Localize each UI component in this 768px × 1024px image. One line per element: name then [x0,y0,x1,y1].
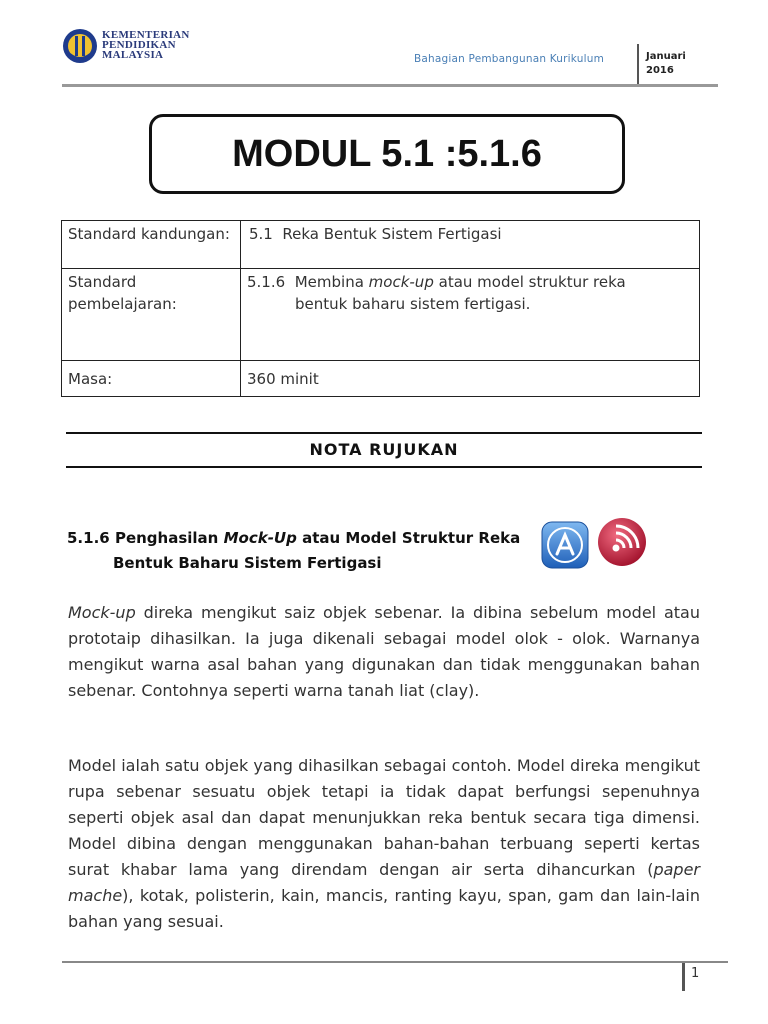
logo-line-2: PENDIDIKAN [102,39,176,51]
label-masa: Masa: [68,369,113,388]
paragraph-2-pre: Model ialah satu objek yang dihasilkan sebagai contoh. Model direka mengikut rupa sebenar sesuatu objek tetapi ia tidak dapat berfungsi sepenuhnya seperti objek asal dan dapat menunjukkan reka bentuk secara tiga dimensi. Model dibina dengan menggunakan bahan-bahan terbuang seperti kertas surat khabar lama yang direndam dengan air serta dihancurkan ( [68,756,700,879]
footer-rule [62,961,728,963]
paragraph-1-text: direka mengikut saiz objek sebenar. Ia dibina sebelum model atau prototaip dihasilkan. Ia juga dikenali sebagai model olok - olok. Warnanya mengikut warna asal bahan yang digunakan dan tidak menggunakan bahan sebenar. Contohnya seperti warna tanah liat (clay). [68,603,701,700]
section-pre: Penghasilan [114,529,219,547]
value-masa: 360 minit [247,369,319,388]
section-line-2: Bentuk Baharu Sistem Fertigasi [113,554,382,572]
section-num: 5.1.6 [67,529,110,547]
value-num: 5.1.6 [247,273,286,291]
header-date-month: Januari [646,51,686,62]
header-date [646,50,686,78]
table-value-cell [241,269,700,361]
paragraph-1-em: Mock-up [68,603,136,622]
wireless-signal-icon [596,516,648,568]
app-store-icon [540,520,590,570]
header-date-year: 2016 [646,65,674,76]
module-title-box [149,114,625,194]
header-department: Bahagian Pembangunan Kurikulum [414,53,605,65]
table-row [62,221,700,269]
nota-rule-bottom [66,466,702,468]
ministry-logo [62,28,202,68]
value-post: atau model struktur reka [438,273,626,291]
paragraph-2-post: ), kotak, polisterin, kain, mancis, ranting kayu, span, gam dan lain-lain bahan yang sesuai. [68,886,700,931]
table-value-cell [241,361,700,397]
table-row [62,361,700,397]
ministry-emblem-icon [62,28,98,64]
table-label-cell [62,221,241,269]
header-rule [62,84,718,87]
value-text: Reka Bentuk Sistem Fertigasi [282,225,502,243]
table-value-cell [241,221,700,269]
logo-line-1: KEMENTERIAN [102,29,190,41]
table-row [62,269,700,361]
table-label-cell [62,361,241,397]
header-divider [637,44,639,84]
logo-line-3: MALAYSIA [102,49,164,61]
value-em: mock-up [368,273,434,291]
paragraph-2-em: paper mache [68,860,700,905]
nota-rule-top [66,432,702,434]
nota-rujukan-title: NOTA RUJUKAN [309,440,459,459]
page-number: 1 [691,966,700,981]
section-heading [67,526,537,576]
value-num: 5.1 [249,225,273,243]
logo-text [102,30,190,60]
standard-info-table [61,220,700,397]
paragraph-mock-up [68,600,700,704]
label-standard-pembelajaran: Standard pembelajaran: [68,273,177,313]
table-label-cell [62,269,241,361]
value-pre: Membina [294,273,364,291]
module-title: MODUL 5.1 :5.1.6 [232,132,542,175]
footer-divider [682,963,685,991]
section-em: Mock-Up [223,529,297,547]
value-line-1 [247,271,693,293]
section-post: atau Model Struktur Reka [302,529,521,547]
paragraph-model [68,753,700,935]
label-standard-kandungan: Standard kandungan: [68,225,230,243]
value-line-2: bentuk baharu sistem fertigasi. [295,295,531,313]
